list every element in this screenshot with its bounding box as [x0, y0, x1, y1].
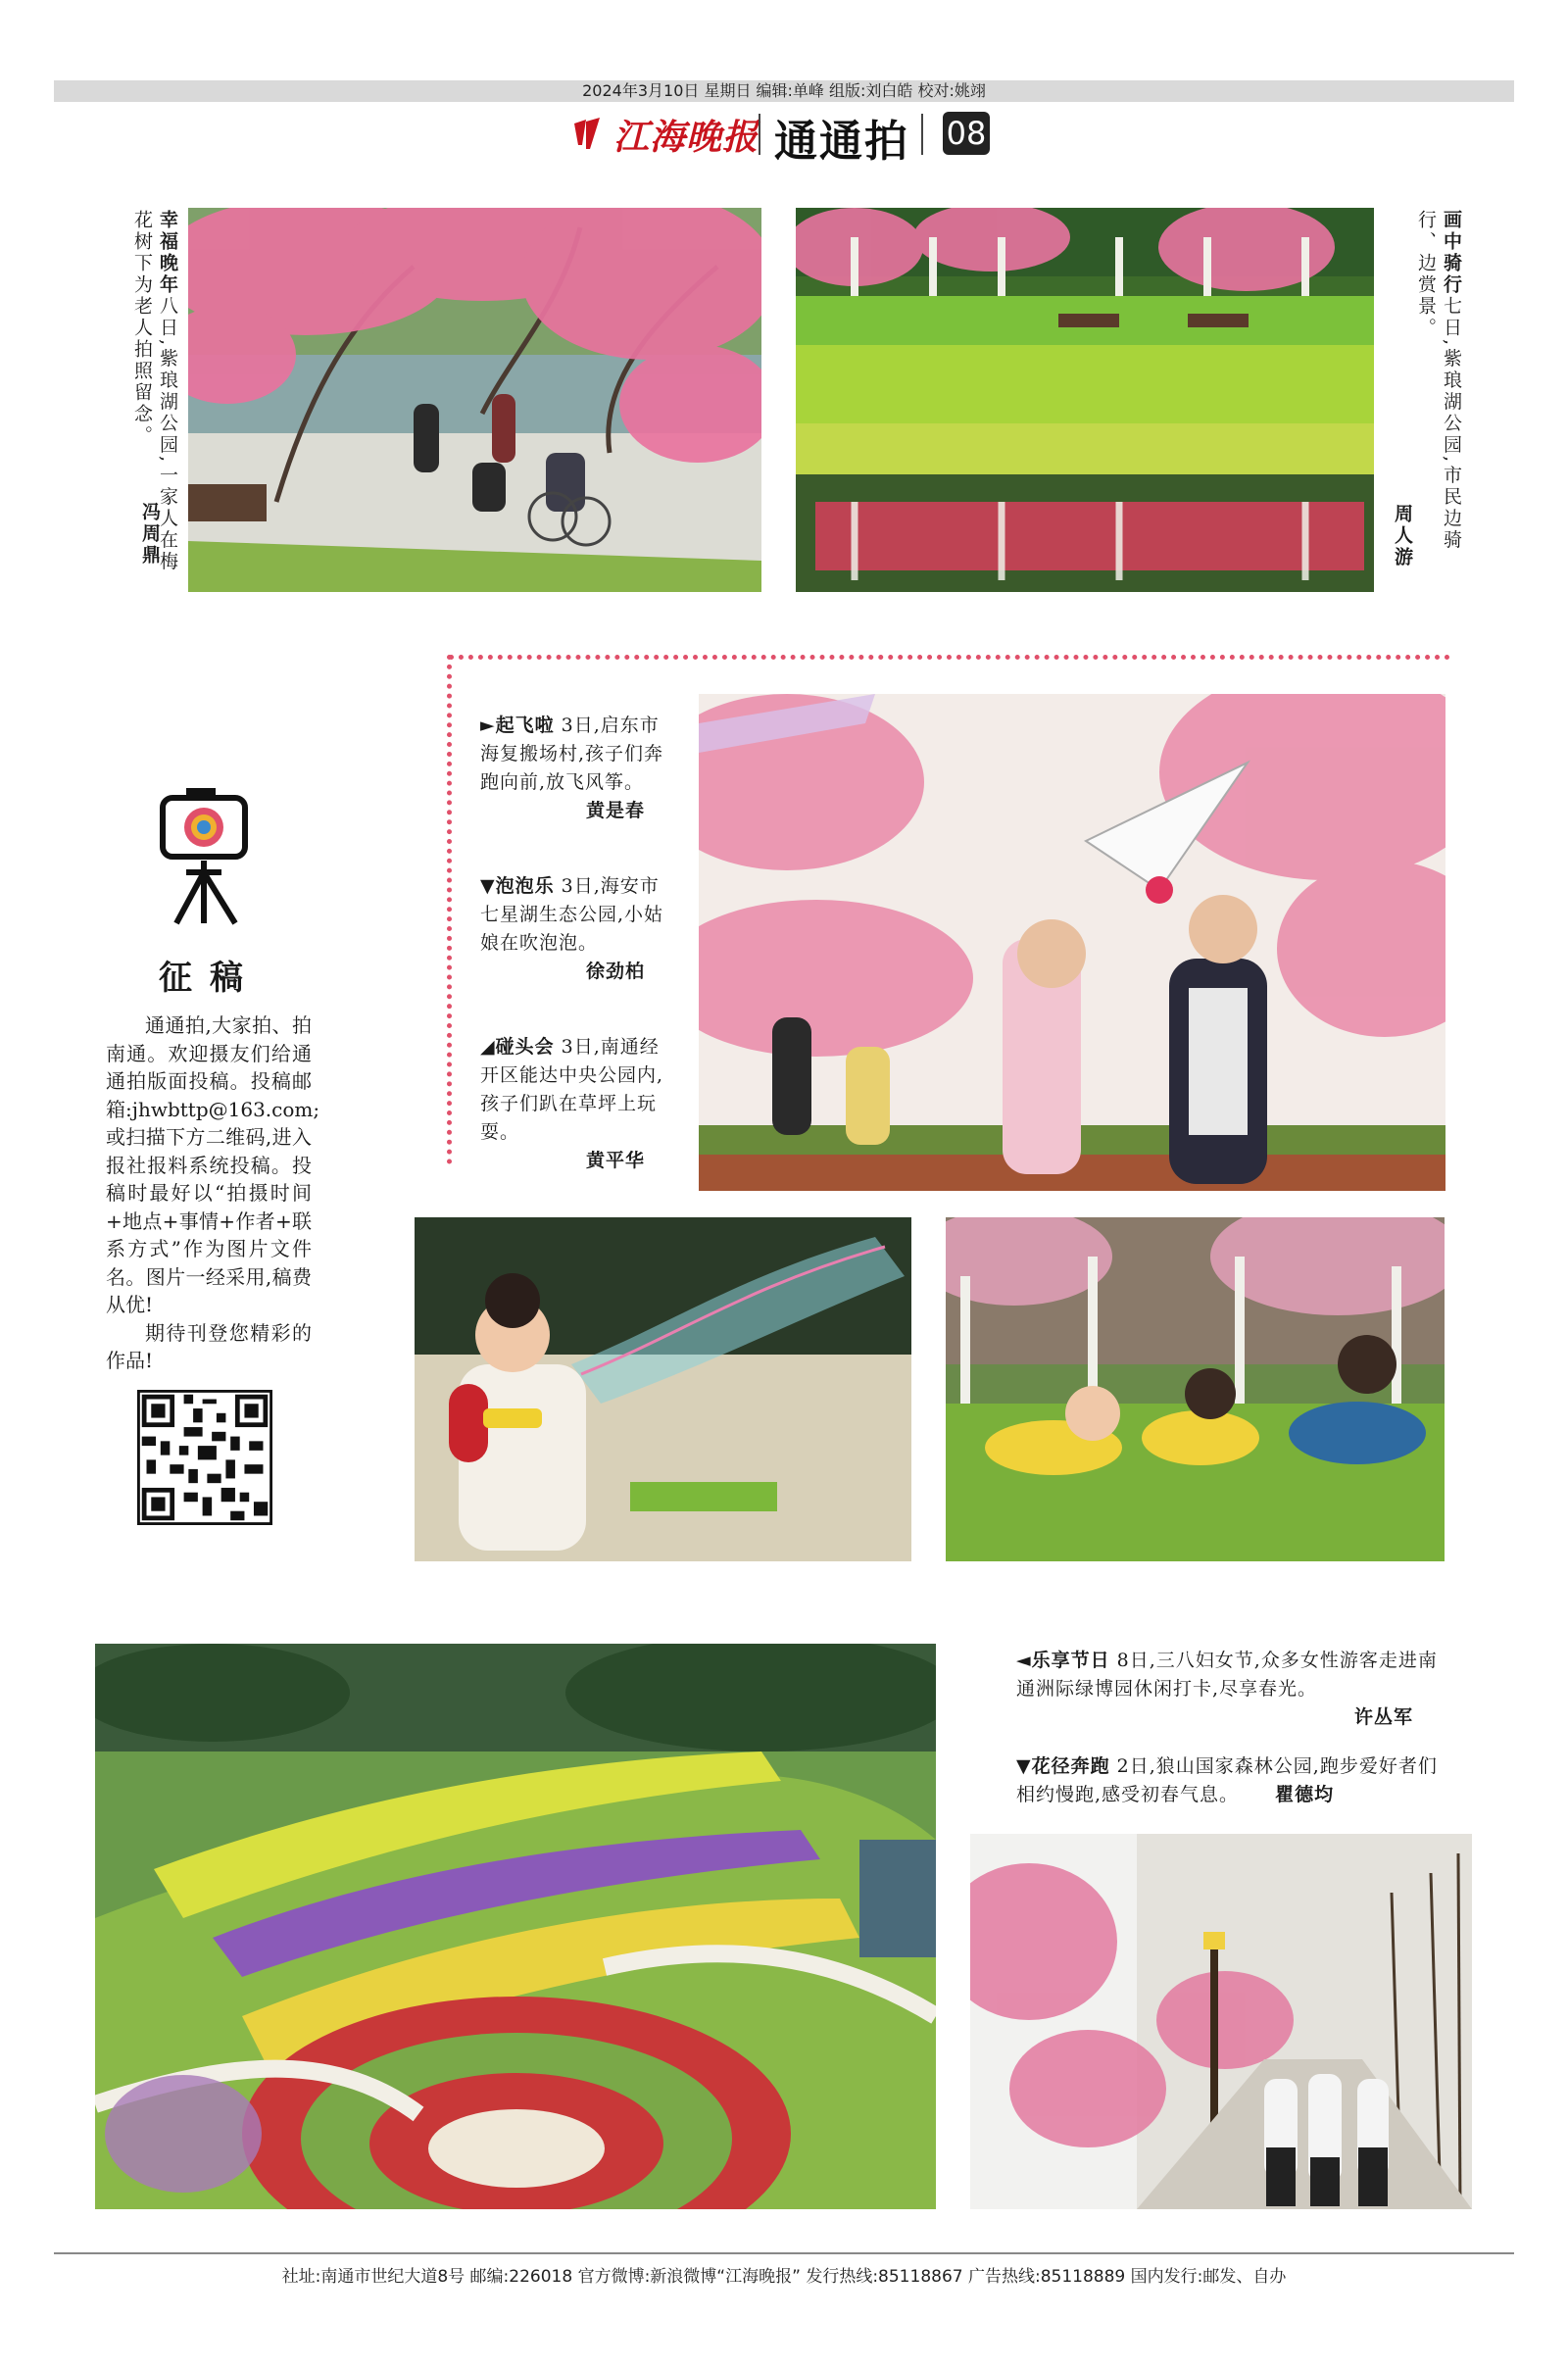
photo2-text: 七日,紫琅湖公园,市民边骑行、边赏景。 — [1415, 210, 1462, 552]
camera-tripod-icon — [157, 782, 251, 927]
call-for-entries-body: 通通拍,大家拍、拍南通。欢迎摄友们给通通拍版面投稿。投稿邮箱:jhwbttp@163.com;或扫描下方二维码,进入报社报料系统投稿。投稿时最好以“拍摄时间+地点+事情+作者+联系方式”作为图片文件名。图片一经采用,稿费从优! 期待刊登您精彩的作品! — [106, 1013, 320, 1372]
photo2-title: 画中骑行 — [1441, 210, 1462, 296]
date-editor-line: 2024年3月10日 星期日 编辑:单峰 组版:刘白皓 校对:姚翊 — [54, 80, 1514, 102]
photo1-title: 幸福晚年 — [157, 210, 178, 296]
caption-grass: ◢碰头会 3日,南通经开区能达中央公园内,孩子们趴在草坪上玩耍。 黄平华 — [480, 1036, 664, 1171]
photo-cycling-reflection — [796, 208, 1374, 592]
header-separator — [921, 114, 923, 155]
header-separator — [759, 114, 760, 155]
newspaper-logo-icon — [572, 116, 602, 151]
photo1-author: 冯周鼎 — [139, 502, 161, 567]
photo-children-grass — [946, 1217, 1445, 1561]
footer-info: 社址:南通市世纪大道8号 邮编:226018 官方微博:新浪微博“江海晚报” 发行热线:85118867 广告热线:85118889 国内发行:邮发、自办 — [281, 2267, 1287, 2287]
section-title: 通通拍 — [774, 117, 909, 167]
call-for-entries-title: 征稿 — [159, 959, 261, 998]
footer-divider — [54, 2252, 1514, 2254]
photo2-author: 周人游 — [1392, 504, 1413, 568]
paper-name: 江海晚报 — [613, 117, 760, 158]
caption-run: ▼花径奔跑 2日,狼山国家森林公园,跑步爱好者们相约慢跑,感受初春气息。 瞿德均 — [1016, 1755, 1438, 1805]
page-number: 08 — [943, 112, 990, 155]
caption-bubble: ▼泡泡乐 3日,海安市七星湖生态公园,小姑娘在吹泡泡。 徐劲柏 — [480, 875, 664, 982]
photo-bubble-girl — [415, 1217, 911, 1561]
caption-kite: ►起飞啦 3日,启东市海复搬场村,孩子们奔跑向前,放飞风筝。 黄是春 — [480, 715, 664, 821]
photo-running-path — [970, 1834, 1472, 2209]
photo-kite-children — [699, 694, 1446, 1191]
dotted-border-top — [449, 655, 1450, 660]
dotted-border-left — [447, 655, 452, 1164]
photo-flower-garden — [95, 1644, 936, 2209]
photo1-text: 八日,紫琅湖公园,一家人在梅花树下为老人拍照留念。 — [131, 210, 178, 573]
caption-flowers: ◄乐享节日 8日,三八妇女节,众多女性游客走进南通洲际绿博园休闲打卡,尽享春光。 许丛军 — [1016, 1650, 1438, 1728]
qr-code-icon[interactable] — [137, 1390, 272, 1525]
photo-elderly-family — [188, 208, 761, 592]
